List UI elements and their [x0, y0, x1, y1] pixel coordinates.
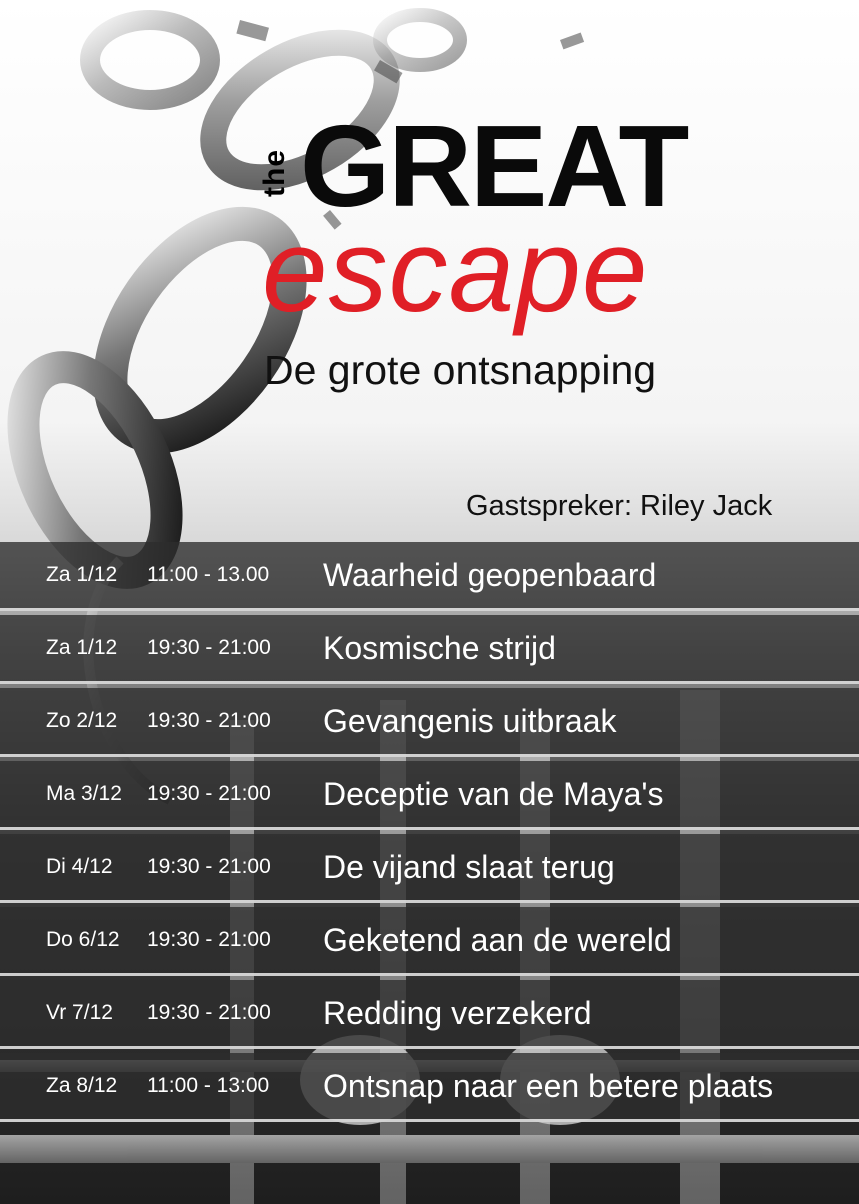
- session-day: Za 1/12: [46, 563, 118, 586]
- schedule-row: [0, 542, 859, 611]
- schedule-row: [0, 1053, 859, 1122]
- session-topic: Kosmische strijd: [323, 630, 556, 666]
- schedule-row: [0, 834, 859, 903]
- schedule-row: [0, 761, 859, 830]
- session-day: Za 1/12: [46, 636, 118, 659]
- title-the-text: the: [258, 149, 291, 197]
- session-time: 19:30 - 21:00: [147, 928, 271, 951]
- session-topic: Ontsnap naar een betere plaats: [323, 1068, 774, 1104]
- session-topic: Geketend aan de wereld: [323, 922, 672, 958]
- session-time: 11:00 - 13:00: [147, 1074, 270, 1097]
- session-time: 19:30 - 21:00: [147, 636, 271, 659]
- schedule-row: [0, 688, 859, 757]
- guest-speaker: Gastspreker: Riley Jack: [466, 490, 773, 522]
- title-great: GREAT: [300, 101, 688, 231]
- session-time: 11:00 - 13.00: [147, 563, 270, 586]
- session-day: Vr 7/12: [46, 1001, 113, 1024]
- session-time: 19:30 - 21:00: [147, 855, 271, 878]
- session-time: 19:30 - 21:00: [147, 782, 271, 805]
- schedule-row: [0, 615, 859, 684]
- session-topic: Waarheid geopenbaard: [323, 557, 657, 593]
- session-time: 19:30 - 21:00: [147, 709, 271, 732]
- schedule-row: [0, 980, 859, 1049]
- schedule-row: [0, 907, 859, 976]
- session-day: Di 4/12: [46, 855, 113, 878]
- session-day: Ma 3/12: [46, 782, 122, 805]
- session-topic: Gevangenis uitbraak: [323, 703, 617, 739]
- title-escape: escape: [262, 205, 649, 337]
- session-day: Zo 2/12: [46, 709, 118, 732]
- session-topic: Deceptie van de Maya's: [323, 776, 664, 812]
- subtitle: De grote ontsnapping: [264, 347, 657, 393]
- session-day: Do 6/12: [46, 928, 120, 951]
- session-day: Za 8/12: [46, 1074, 118, 1097]
- session-topic: Redding verzekerd: [323, 995, 592, 1031]
- session-time: 19:30 - 21:00: [147, 1001, 271, 1024]
- session-topic: De vijand slaat terug: [323, 849, 615, 885]
